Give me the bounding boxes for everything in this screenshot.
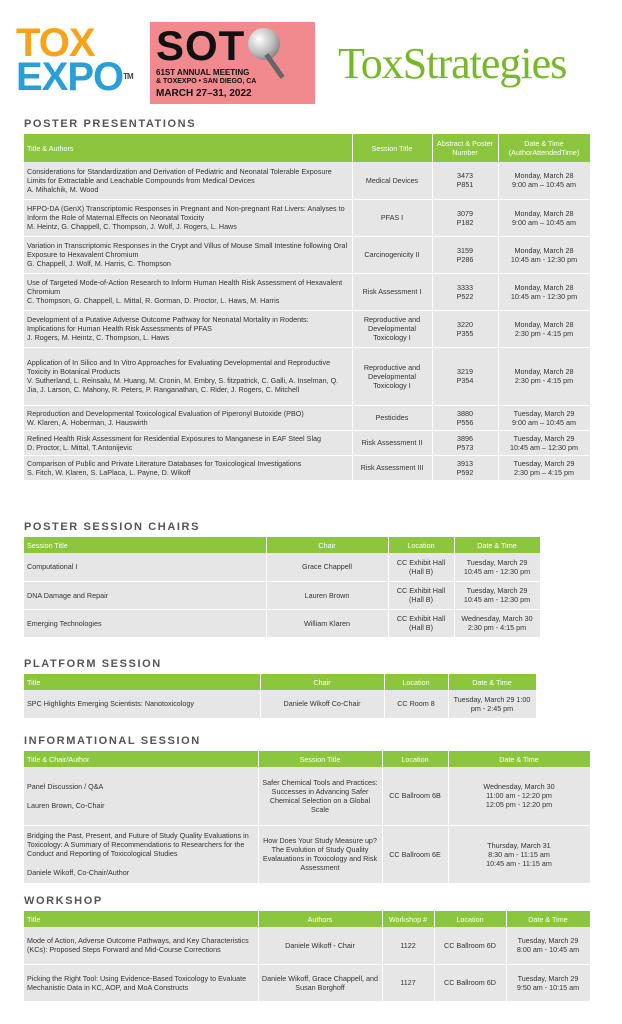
table-cell: [352, 162, 432, 199]
table-row: [24, 581, 540, 609]
poster-presentations-table: [24, 134, 591, 481]
table-cell: [498, 455, 590, 480]
date: Monday, March 28: [514, 319, 574, 329]
session-title: Carcinogenicity II: [364, 250, 420, 259]
abstract-number: 3896: [457, 433, 473, 443]
table-row: [24, 405, 590, 430]
session-title: Risk Assessment III: [360, 463, 424, 472]
date: Monday, March 28: [514, 208, 574, 218]
location: CC Ballroom 6B: [389, 791, 441, 801]
table-row: [24, 553, 540, 581]
workshop-number: 1122: [400, 940, 416, 950]
workshop-number: 1127: [400, 978, 416, 987]
sot-line3: MARCH 27–31, 2022: [156, 88, 252, 99]
workshop-authors: Daniele Wikoff, Grace Chappell, and Susan Borghoff: [261, 973, 379, 992]
table-cell: [432, 430, 498, 455]
table-cell: [506, 927, 590, 964]
location: CC Room 8: [397, 699, 435, 709]
table-cell: [506, 964, 590, 1001]
toxexpo-tm: TM: [123, 72, 133, 81]
date: Monday, March 28: [514, 282, 574, 292]
table-cell: [454, 581, 540, 609]
toxstrategies-text: ToxStrategies: [338, 39, 567, 88]
time: pm - 2:45 pm: [470, 703, 514, 713]
table-cell: [432, 405, 498, 430]
table-cell: [388, 581, 454, 609]
info-author: Daniele Wikoff, Co-Chair/Author: [27, 868, 130, 877]
info-title: Bridging the Past, Present, and Future of Study Quality Evaluations in Toxicology: A Summary of Recommendations to Researchers for the Conduct and Reporting of Toxicological Studies: [27, 831, 249, 858]
table-cell: [448, 767, 590, 825]
date: Wednesday, March 30: [483, 782, 555, 792]
table-cell: [432, 162, 498, 199]
session-title: Safer Chemical Tools and Practices: Successes in Advancing Safer Chemical Selection on a Global Scale: [262, 777, 378, 814]
poster-number: P355: [456, 328, 474, 338]
poster-authors: G. Chappell, J. Wolf, M. Harris, C. Thompson: [27, 259, 171, 268]
time: 2:30 pm - 4:15 pm: [514, 376, 574, 385]
abstract-number: 3333: [457, 282, 473, 292]
table-cell: [432, 236, 498, 273]
poster-authors: D. Proctor, L. Mittal, T.Antonijevic: [27, 442, 133, 452]
table-cell: [434, 927, 506, 964]
table-cell: [352, 273, 432, 310]
logo-bar: [0, 0, 622, 110]
location: CC Exhibit Hall: [396, 557, 446, 567]
session-title: Risk Assessment I: [362, 287, 422, 296]
table-cell: [382, 825, 448, 883]
time: 10:45 am - 12:30 pm: [510, 254, 578, 264]
info-title: Panel Discussion / Q&A: [27, 781, 104, 791]
table-row: [24, 199, 590, 236]
session-title: How Does Your Study Measure up? The Evolution of Study Quality Evalauations in Toxicology and Risk Assessment: [262, 836, 378, 872]
poster-title: Application of In Silico and In Vitro Approaches for Evaluating Developmental and Reproductive Toxicity in Botanical Products: [27, 358, 331, 376]
abstract-number: 3079: [457, 208, 473, 218]
info-author: Lauren Brown, Co-Chair: [27, 800, 105, 810]
table-cell: [498, 236, 590, 273]
col-header: Location: [382, 751, 448, 767]
poster-number: P592: [456, 467, 474, 477]
sot-logo: [150, 22, 315, 104]
table-cell: [24, 199, 352, 236]
table-row: [24, 825, 590, 883]
time: 8:00 am - 10:45 am: [516, 945, 580, 955]
poster-chairs-table: [24, 537, 541, 638]
abstract-number: 3159: [457, 245, 473, 255]
table-cell: [498, 347, 590, 405]
table-cell: [432, 273, 498, 310]
date: Tuesday, March 29: [466, 586, 528, 595]
time: 2:30 pm – 4:15 pm: [514, 467, 574, 477]
col-header: Session Title: [352, 134, 432, 162]
poster-authors: S. Fitch, W. Klaren, S. LaPlaca, L. Payne, D. Wikoff: [27, 467, 191, 477]
location-hall: (Hall B): [409, 566, 433, 576]
time: 9:00 am – 10:45 am: [512, 180, 576, 190]
table-cell: [24, 347, 352, 405]
abstract-number: 3913: [457, 458, 473, 468]
poster-number: P573: [456, 442, 474, 452]
table-row: [24, 162, 590, 199]
table-cell: [24, 927, 258, 964]
poster-title: Refined Health Risk Assessment for Residential Exposures to Manganese in EAF Steel Slag: [27, 433, 322, 443]
table-cell: [384, 690, 448, 718]
table-cell: [498, 430, 590, 455]
table-cell: [24, 964, 258, 1001]
table-cell: [24, 405, 352, 430]
table-cell: [448, 690, 536, 718]
location: CC Exhibit Hall: [396, 586, 446, 595]
col-header: Location: [434, 911, 506, 927]
table-cell: [260, 690, 384, 718]
section-title-informational: INFORMATIONAL SESSION: [24, 735, 201, 747]
table-cell: [352, 310, 432, 347]
table-cell: [388, 553, 454, 581]
table-row: [24, 767, 590, 825]
table-cell: [24, 690, 260, 718]
col-header: Title & Chair/Author: [24, 751, 258, 767]
molecule-stick-icon: [264, 53, 284, 79]
table-row: [24, 927, 590, 964]
table-cell: [432, 347, 498, 405]
table-cell: [498, 199, 590, 236]
table-row: [24, 347, 590, 405]
poster-authors: M. Heintz, G. Chappell, C. Thompson, J. Wolf, J. Rogers, L. Haws: [27, 222, 237, 231]
date: Tuesday, March 29: [517, 936, 579, 946]
table-row: [24, 964, 590, 1001]
table-cell: [448, 825, 590, 883]
table-cell: [258, 927, 382, 964]
table-cell: [24, 767, 258, 825]
workshop-title: Picking the Right Tool: Using Evidence-Based Toxicology to Evaluate Mechanistic Data in KC, AOP, and MoA Constructs: [27, 973, 247, 992]
section-title-workshop: WORKSHOP: [24, 895, 103, 907]
date: Tuesday, March 29: [513, 458, 575, 468]
table-cell: [352, 430, 432, 455]
sot-line1: 61ST ANNUAL MEETING: [156, 68, 250, 77]
table-cell: [24, 581, 266, 609]
table-row: [24, 236, 590, 273]
col-header: Authors: [258, 911, 382, 927]
poster-title: HFPO-DA (GenX) Transcriptomic Responses in Pregnant and Non-pregnant Rat Livers: Analyses to Inform the Role of Maternal Effects on Neonatal Toxicity: [27, 204, 345, 222]
table-row: [24, 430, 590, 455]
table-cell: [266, 581, 388, 609]
table-cell: [352, 236, 432, 273]
poster-title: Reproduction and Developmental Toxicological Evaluation of Piperonyl Butoxide (PBO): [27, 408, 304, 418]
date: Tuesday, March 29: [466, 557, 528, 567]
table-cell: [434, 964, 506, 1001]
session-title: Pesticides: [375, 413, 409, 422]
col-header: Location: [384, 674, 448, 690]
session-title: Reproductive and Developmental Toxicology I: [363, 315, 421, 342]
time: 9:00 am – 10:45 am: [512, 217, 576, 227]
col-header: Title: [24, 911, 258, 927]
session-title: Computational I: [27, 562, 78, 572]
workshop-table: [24, 911, 591, 1002]
platform-table: [24, 674, 537, 719]
section-title-poster-presentations: POSTER PRESENTATIONS: [24, 118, 197, 130]
time: 11:00 am - 12:20 pm: [486, 791, 552, 801]
poster-title: Comparison of Public and Private Literature Databases for Toxicological Investigations: [27, 458, 302, 468]
col-header: Location: [388, 537, 454, 553]
date: Tuesday, March 29: [513, 433, 575, 443]
table-cell: [24, 553, 266, 581]
date: Monday, March 28: [514, 367, 574, 376]
table-row: [24, 690, 536, 718]
table-cell: [24, 825, 258, 883]
table-cell: [352, 347, 432, 405]
col-header: Title & Authors: [24, 134, 352, 162]
workshop-title: Mode of Action, Adverse Outcome Pathways, and Key Characteristics (KCs): Proposed Steps Forward and Mid-Course Corrections: [27, 936, 249, 955]
abstract-number: 3473: [457, 171, 473, 181]
abstract-number: 3220: [457, 319, 473, 329]
poster-number: P522: [456, 291, 474, 301]
table-cell: [498, 405, 590, 430]
toxexpo-line2: EXPO: [16, 55, 124, 99]
table-cell: [432, 455, 498, 480]
col-header: Chair: [266, 537, 388, 553]
poster-number: P556: [456, 417, 474, 427]
poster-authors: J. Rogers, M. Heintz, C. Thompson, L. Haws: [27, 333, 170, 342]
chair-name: Daniele Wikoff Co-Chair: [283, 699, 361, 709]
time: 10:45 am - 12:30 pm: [463, 566, 531, 576]
poster-title: Variation in Transcriptomic Responses in the Crypt and Villus of Mouse Small Intestine following Oral Exposure to Hexavalent Chromium: [27, 241, 348, 259]
col-header: Session Title: [24, 537, 266, 553]
table-cell: [382, 767, 448, 825]
location: CC Ballroom 6D: [444, 940, 496, 950]
col-header: Date & Time (AuthorAttendedTime): [498, 134, 590, 162]
col-header: Session Title: [258, 751, 382, 767]
col-header: Date & Time: [454, 537, 540, 553]
table-cell: [352, 199, 432, 236]
col-header: Date & Time: [506, 911, 590, 927]
toxexpo-logo: [16, 21, 144, 99]
session-title: PFAS I: [380, 213, 404, 222]
table-cell: [432, 310, 498, 347]
date: Monday, March 28: [514, 245, 574, 255]
table-cell: [432, 199, 498, 236]
time: 10:45 am - 12:30 pm: [463, 595, 531, 604]
date: Tuesday, March 29 1:00: [453, 694, 531, 704]
table-cell: [24, 430, 352, 455]
poster-authors: W. Klaren, A. Hoberman, J. Hauswirth: [27, 417, 148, 427]
table-cell: [498, 273, 590, 310]
poster-number: P286: [456, 254, 474, 264]
table-cell: [352, 455, 432, 480]
table-cell: [382, 927, 434, 964]
poster-authors: V. Sutherland, L. Reinsalu, M. Huang, M. Cronin, M. Embry, S. fitzpatrick, C. Galli, A. Inselman, Q. Jia, J. Larson, C. Mahony, R. Peters, P. Ranganathan, C. Rider, J. Rogers, C. Mitchell: [27, 376, 339, 394]
time: 9:50 am - 10:15 am: [516, 982, 580, 992]
sot-big-text: SOT: [156, 22, 246, 69]
session-title: Risk Assessment II: [361, 438, 423, 447]
poster-authors: C. Thompson, G. Chappell, L. Mittal, R. Gorman, D. Proctor, L. Haws, M. Harris: [27, 296, 280, 305]
date: Monday, March 28: [514, 171, 574, 181]
abstract-number: 3219: [457, 367, 473, 376]
poster-number: P851: [456, 180, 474, 190]
chair-name: Grace Chappell: [302, 562, 352, 572]
poster-number: P354: [456, 376, 474, 385]
table-cell: [454, 553, 540, 581]
time: 10:45 am - 12:30 pm: [510, 291, 578, 301]
table-cell: [382, 964, 434, 1001]
time: 10:45 am - 11:15 am: [486, 858, 552, 868]
chair-name: Lauren Brown: [304, 590, 350, 600]
table-cell: [258, 825, 382, 883]
col-header: Date & Time: [448, 674, 536, 690]
location: CC Exhibit Hall: [396, 614, 446, 623]
table-row: [24, 273, 590, 310]
table-cell: [24, 455, 352, 480]
table-cell: [498, 310, 590, 347]
location-hall: (Hall B): [409, 595, 433, 604]
table-cell: [258, 964, 382, 1001]
table-cell: [454, 609, 540, 637]
session-title: Reproductive and Developmental Toxicology I: [363, 362, 421, 390]
time: 2:30 pm - 4:15 pm: [514, 328, 574, 338]
table-cell: [352, 405, 432, 430]
sot-line2: & TOXEXPO • SAN DIEGO, CA: [156, 78, 257, 85]
workshop-authors: Daniele Wikoff - Chair: [285, 940, 355, 950]
session-title: DNA Damage and Repair: [27, 590, 109, 600]
informational-table: [24, 751, 591, 884]
poster-number: P182: [456, 217, 474, 227]
abstract-number: 3880: [457, 408, 473, 418]
table-cell: [24, 609, 266, 637]
col-header: Title: [24, 674, 260, 690]
location-hall: (Hall B): [409, 623, 433, 632]
table-cell: [388, 609, 454, 637]
date: Thursday, March 31: [487, 840, 551, 850]
location: CC Ballroom 6E: [389, 849, 441, 859]
location: CC Ballroom 6D: [444, 978, 496, 987]
platform-title: SPC Highlights Emerging Scientists: Nanotoxicology: [27, 699, 194, 709]
table-cell: [258, 767, 382, 825]
session-title: Emerging Technologies: [27, 618, 102, 628]
table-cell: [24, 236, 352, 273]
col-header: Chair: [260, 674, 384, 690]
col-header: Abstract & Poster Number: [432, 134, 498, 162]
time: 2:30 pm - 4:15 pm: [467, 623, 527, 632]
poster-title: Considerations for Standardization and Derivation of Pediatric and Neonatal Tolerable Exposure Limits for Extractable and Leachable Compounds from Medical Devices: [27, 166, 332, 185]
poster-title: Use of Targeted Mode-of-Action Research to Inform Human Health Risk Assessment of Hexavalent Chromium: [27, 278, 343, 296]
time: 10:45 am – 12:30 pm: [510, 442, 578, 452]
table-row: [24, 455, 590, 480]
date: Tuesday, March 29: [517, 973, 579, 983]
time: 9:00 am – 10:45 am: [512, 417, 576, 427]
table-cell: [266, 553, 388, 581]
section-title-platform: PLATFORM SESSION: [24, 658, 162, 670]
time: 8:30 am - 11:15 am: [488, 849, 550, 859]
table-cell: [24, 310, 352, 347]
toxstrategies-logo: [338, 38, 566, 89]
table-cell: [24, 162, 352, 199]
date: Wednesday, March 30: [461, 614, 533, 623]
col-header: Date & Time: [448, 751, 590, 767]
table-cell: [498, 162, 590, 199]
session-title: Medical Devices: [365, 175, 419, 185]
table-row: [24, 310, 590, 347]
table-cell: [266, 609, 388, 637]
section-title-poster-chairs: POSTER SESSION CHAIRS: [24, 521, 201, 533]
toxexpo-line1: TOX: [16, 21, 95, 65]
table-cell: [24, 273, 352, 310]
col-header: Workshop #: [382, 911, 434, 927]
chair-name: William Klaren: [304, 618, 350, 628]
poster-title: Development of a Putative Adverse Outcome Pathway for Neonatal Mortality in Rodents: Implications for Human Health Risk Assessments of PFAS: [27, 315, 309, 333]
table-row: [24, 609, 540, 637]
time: 12:05 pm - 12:20 pm: [485, 800, 553, 810]
date: Tuesday, March 29: [513, 408, 575, 418]
poster-authors: A. Mihalchik, M. Wood: [27, 184, 99, 194]
